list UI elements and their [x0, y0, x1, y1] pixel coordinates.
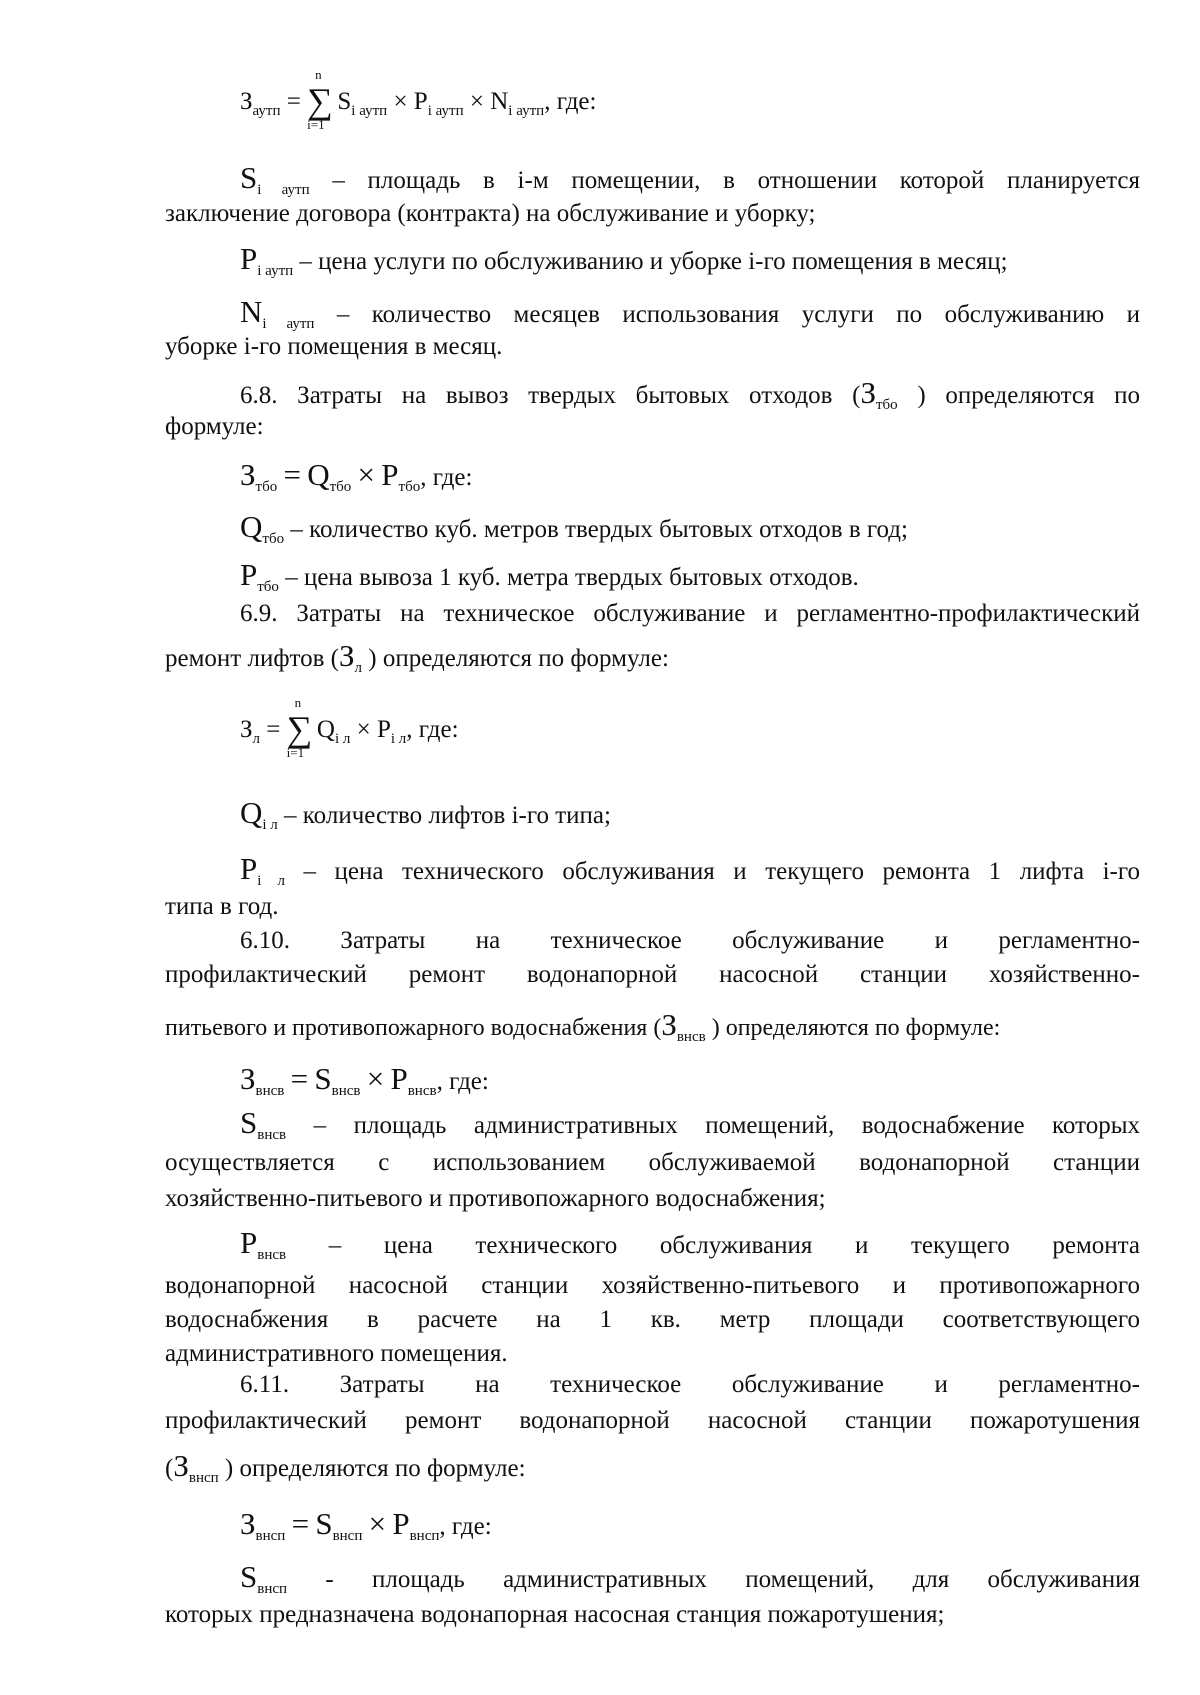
paragraph-6-10: 6.10. Затраты на техническое обслуживание и регламентно- — [240, 927, 1140, 954]
definition-text: – количество лифтов i-го типа; — [277, 802, 611, 829]
formula-symbol: P — [381, 457, 399, 492]
formula-subscript: тбо — [255, 479, 278, 495]
definition-p-vnsv-line4: административного помещения. — [165, 1340, 508, 1367]
formula-tail: , где: — [420, 464, 473, 491]
definition-text: – цена технического обслуживания и текущего ремонта 1 лифта i-го — [284, 858, 1141, 885]
sum-upper-limit: n — [294, 695, 302, 710]
formula-tail: , где: — [544, 88, 597, 115]
formula-symbol: З — [240, 457, 256, 492]
formula-symbol: З — [240, 88, 253, 115]
formula-subscript: внсв — [676, 1029, 706, 1045]
paragraph-text: ) определяются по формуле: — [224, 1455, 526, 1482]
paragraph-text: ) определяются по формуле: — [368, 645, 669, 672]
formula-symbol: З — [339, 638, 355, 673]
definition-s-vnsv-line2: осуществляется с использованием обслуживаемой водонапорной станции — [165, 1149, 1140, 1176]
formula-symbol: P — [413, 88, 428, 115]
formula-subscript: внсп — [409, 1528, 440, 1544]
paragraph-text: 6.8. Затраты на вывоз твердых бытовых отходов ( — [240, 382, 861, 409]
paragraph-6-10-line3 — [165, 1008, 1140, 1054]
formula-symbol: S — [240, 160, 258, 195]
formula-symbol: P — [376, 716, 391, 743]
definition-s-vnsv-line3: хозяйственно-питьевого и противопожарного водоснабжения; — [165, 1185, 826, 1212]
formula-subscript: внсп — [332, 1528, 363, 1544]
formula-tail: , где: — [406, 716, 459, 743]
formula-symbol: З — [240, 1061, 256, 1096]
sum-lower-limit: i=1 — [286, 745, 305, 760]
formula-symbol: З — [240, 1506, 256, 1541]
formula-vnsp: $З_{внсп} = S_{внсп} \times P_{внсп}$, где: — [240, 1506, 492, 1544]
formula-subscript: л — [354, 660, 363, 676]
sum-upper-limit: n — [315, 67, 322, 82]
paragraph-text: ремонт лифтов ( — [165, 645, 339, 672]
formula-subscript: i аутп — [257, 182, 310, 198]
formula-subscript: л — [252, 731, 261, 747]
paragraph-text: ) определяются по — [917, 382, 1141, 409]
formula-subscript: тбо — [262, 531, 285, 547]
formula-subscript: тбо — [257, 579, 279, 595]
formula-subscript: тбо — [329, 479, 352, 495]
formula-subscript: i аутп — [257, 263, 294, 279]
formula-symbol: S — [314, 1061, 332, 1096]
definition-s-aytp-cont: заключение договора (контракта) на обслуживание и уборку; — [165, 200, 816, 227]
definition-text: – цена технического обслуживания и текущего ремонта — [286, 1232, 1140, 1259]
definition-p-aytp — [240, 242, 1140, 288]
formula-symbol: З — [173, 1448, 189, 1483]
formula-symbol: З — [240, 716, 253, 743]
formula-symbol: N — [240, 294, 263, 329]
definition-q-lifts — [240, 796, 1140, 842]
formula-symbol: Q — [316, 716, 335, 743]
paragraph-text: ) определяются по формуле: — [711, 1015, 1001, 1041]
formula-symbol: Q — [240, 509, 263, 544]
formula-symbol: P — [240, 851, 258, 886]
formula-subscript: внсв — [257, 1247, 287, 1263]
formula-symbol: P — [390, 1061, 408, 1096]
definition-n-aytp-cont: уборке i-го помещения в месяц. — [165, 333, 503, 360]
formula-subscript: внсп — [257, 1581, 288, 1597]
formula-symbol: N — [490, 88, 509, 115]
sum-sign: ∑ n i=1 — [286, 695, 313, 760]
formula-symbol: S — [315, 1506, 333, 1541]
formula-subscript: внсв — [331, 1083, 361, 1099]
formula-subscript: i л — [262, 817, 278, 833]
formula-symbol: P — [392, 1506, 410, 1541]
formula-subscript: i л — [257, 873, 285, 889]
formula-subscript: i аутп — [508, 103, 545, 119]
paragraph-6-9-cont — [165, 639, 1140, 685]
paragraph-6-10-line2: профилактический ремонт водонапорной насосной станции хозяйственно- — [165, 961, 1140, 988]
formula-aytp: $З_{аутп}$ = ∑ n i=1 $S_{i аутп} \times P_{i аутп} \times N_{i аутп}$, где: — [240, 67, 597, 132]
formula-symbol: P — [240, 1225, 258, 1260]
formula-lifts: $З_л$ = ∑ n i=1 $Q_{i л} \times P_{i л}$, где: — [240, 695, 459, 760]
formula-subscript: внсв — [255, 1083, 285, 1099]
paragraph-6-11-line2: профилактический ремонт водонапорной насосной станции пожаротушения — [165, 1407, 1140, 1434]
formula-symbol: Q — [240, 795, 263, 830]
definition-s-vnsp-cont: которых предназначена водонапорная насосная станция пожаротушения; — [165, 1601, 945, 1628]
sum-lower-limit: i=1 — [307, 117, 325, 132]
paragraph-text: питьевого и противопожарного водоснабжения ( — [165, 1015, 662, 1041]
formula-subscript: внсв — [257, 1127, 287, 1143]
definition-text: – площадь административных помещений, водоснабжение которых — [286, 1112, 1140, 1139]
formula-subscript: внсп — [255, 1528, 286, 1544]
formula-tail: , где: — [439, 1513, 492, 1540]
definition-text: – количество месяцев использования услуги по обслуживанию и — [314, 301, 1140, 328]
paragraph-6-8-cont: формуле: — [165, 413, 264, 440]
formula-symbol: S — [240, 1105, 258, 1140]
formula-symbol: Q — [307, 457, 330, 492]
formula-symbol: P — [240, 557, 258, 592]
formula-subscript: тбо — [398, 479, 421, 495]
paragraph-6-11-line3 — [165, 1449, 1140, 1495]
formula-vnsv: $З_{внсв} = S_{внсв} \times P_{внсв}$, где: — [240, 1061, 489, 1099]
formula-subscript: i аутп — [427, 103, 464, 119]
paragraph-6-11: 6.11. Затраты на техническое обслуживание и регламентно- — [240, 1371, 1140, 1398]
formula-subscript: i аутп — [262, 316, 315, 332]
definition-text: – количество куб. метров твердых бытовых отходов в год; — [284, 516, 908, 543]
formula-symbol: S — [337, 88, 352, 115]
sum-sign: ∑ n i=1 — [307, 67, 333, 132]
formula-symbol: P — [240, 241, 258, 276]
formula-subscript: аутп — [252, 103, 281, 119]
definition-text: – площадь в i-м помещении, в отношении которой планируется — [309, 167, 1140, 194]
paragraph-6-9: 6.9. Затраты на техническое обслуживание и регламентно-профилактический — [240, 600, 1140, 627]
formula-subscript: внсв — [407, 1083, 437, 1099]
definition-text: – цена услуги по обслуживанию и уборке i-го помещения в месяц; — [293, 248, 1008, 275]
definition-p-vnsv — [240, 1226, 1140, 1272]
definition-text: - площадь административных помещений, для обслуживания — [287, 1566, 1140, 1593]
formula-subscript: тбо — [876, 397, 898, 413]
definition-text: – цена вывоза 1 куб. метра твердых бытовых отходов. — [278, 564, 859, 591]
formula-subscript: i л — [390, 731, 407, 747]
definition-p-lifts-cont: типа в год. — [165, 893, 279, 920]
formula-symbol: З — [661, 1007, 677, 1042]
formula-tbo: $З_{тбо} = Q_{тбо} \times P_{тбо}$, где: — [240, 457, 473, 495]
formula-symbol: З — [860, 375, 876, 410]
definition-q-tbo — [240, 510, 1140, 556]
formula-subscript: внсп — [188, 1470, 219, 1486]
paragraph-text: ( — [165, 1455, 174, 1482]
definition-p-vnsv-line2: водонапорной насосной станции хозяйственно-питьевого и противопожарного — [165, 1272, 1140, 1299]
definition-p-vnsv-line3: водоснабжения в расчете на 1 кв. метр площади соответствующего — [165, 1306, 1140, 1333]
formula-subscript: i аутп — [351, 103, 388, 119]
formula-subscript: i л — [334, 731, 351, 747]
formula-symbol: S — [240, 1559, 258, 1594]
formula-tail: , где: — [436, 1068, 489, 1095]
